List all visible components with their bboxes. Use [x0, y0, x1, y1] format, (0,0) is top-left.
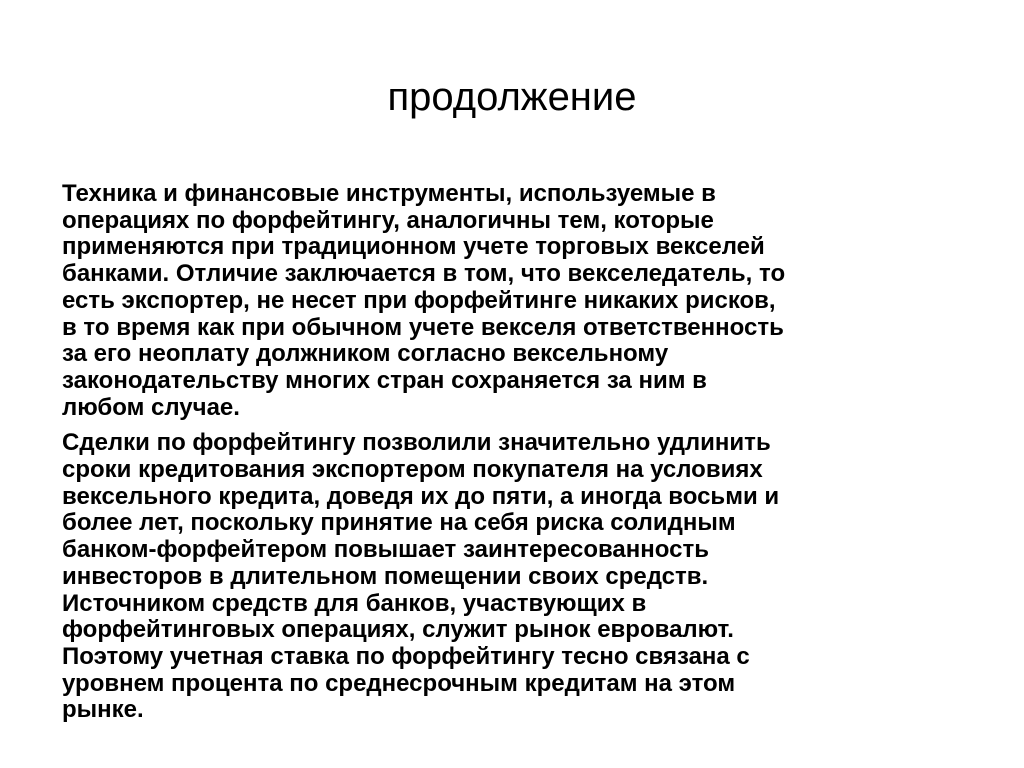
paragraph-forfaiting-technique	[62, 181, 972, 421]
text-line: любом случае.	[62, 393, 240, 421]
text-line: банками. Отличие заключается в том, что векселедатель, то	[62, 260, 786, 288]
text-line: Сделки по форфейтингу позволили значительно удлинить	[62, 429, 771, 457]
text-line: более лет, поскольку принятие на себя риска солидным	[62, 509, 736, 537]
text-line: применяются при традиционном учете торговых векселей	[62, 233, 765, 261]
text-line: инвесторов в длительном помещении своих средств.	[62, 562, 709, 590]
text-line: Техника и финансовые инструменты, используемые в	[62, 180, 716, 207]
text-line: есть экспортер, не несет при форфейтинге никаких рисков,	[62, 286, 776, 314]
text-line: Поэтому учетная ставка по форфейтингу тесно связана с	[62, 642, 750, 670]
text-line: уровнем процента по среднесрочным кредитам на этом	[62, 669, 736, 697]
text-line: форфейтинговых операциях, служит рынок евровалют.	[62, 616, 734, 644]
text-line: банком-форфейтером повышает заинтересованность	[62, 536, 709, 564]
slide-title: продолжение	[387, 75, 637, 119]
text-line: вексельного кредита, доведя их до пяти, а иногда восьми и	[62, 482, 780, 510]
text-line: законодательству многих стран сохраняется за ним в	[62, 366, 707, 394]
text-line: сроки кредитования экспортером покупателя на условиях	[62, 456, 763, 484]
text-line: Источником средств для банков, участвующих в	[62, 589, 647, 617]
text-line: операциях по форфейтингу, аналогичны тем, которые	[62, 206, 714, 234]
text-line: за его неоплату должником согласно вексельному	[62, 340, 669, 368]
slide-body	[62, 181, 972, 724]
paragraph-forfaiting-deals	[62, 430, 972, 724]
text-line: рынке.	[62, 696, 144, 724]
text-line: в то время как при обычном учете векселя ответственность	[62, 313, 784, 341]
